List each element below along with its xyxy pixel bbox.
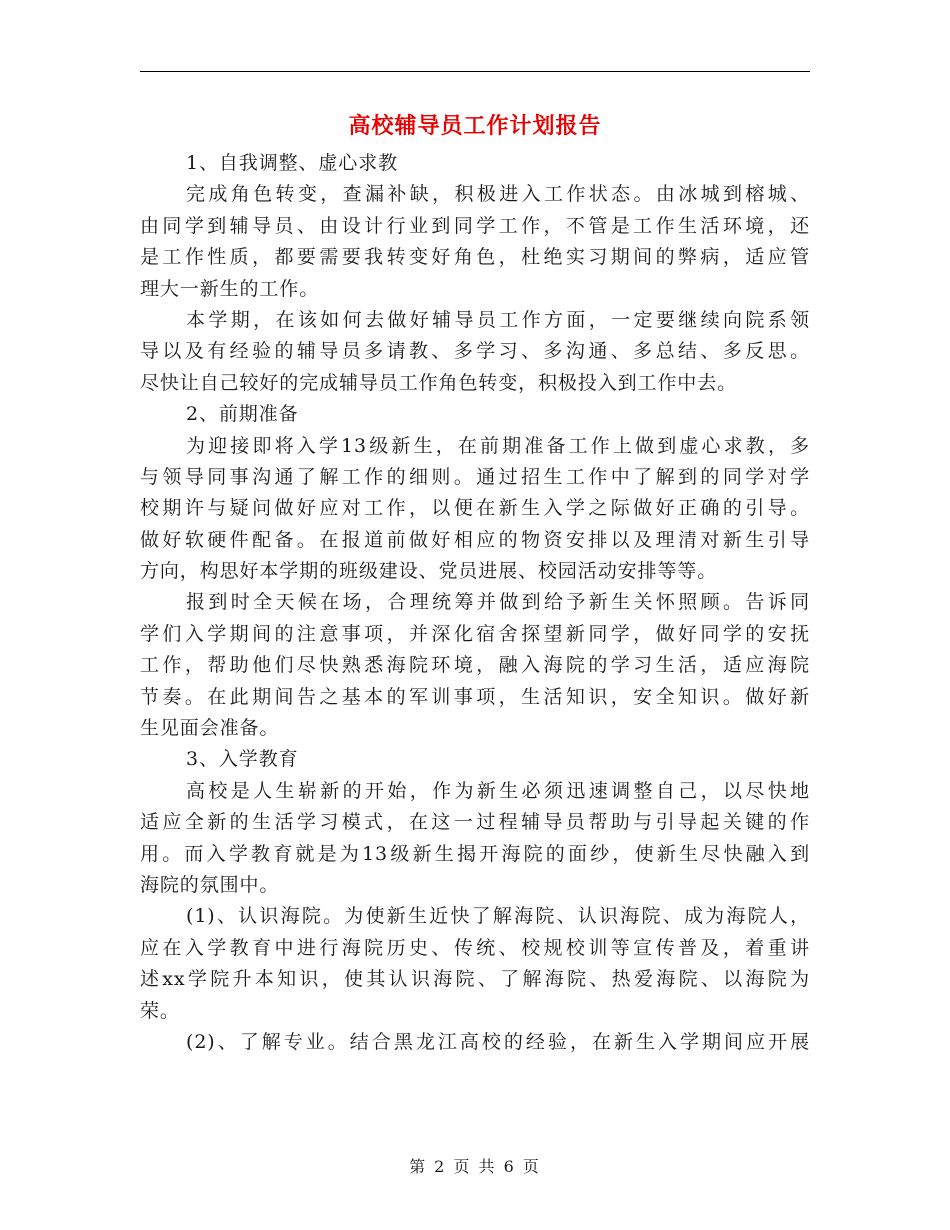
text-line: 适应全新的生活学习模式，在这一过程辅导员帮助与引导起关键的作 — [140, 811, 810, 834]
text-line: (2)、了解专业。结合黑龙江高校的经验，在新生入学期间应开展 — [186, 1030, 810, 1053]
text-line: 完成角色转变，查漏补缺，积极进入工作状态。由冰城到榕城、 — [186, 183, 810, 206]
text-line: 节奏。在此期间告之基本的军训事项，生活知识，安全知识。做好新 — [140, 685, 810, 708]
text-line: 导以及有经验的辅导员多请教、多学习、多沟通、多总结、多反思。 — [140, 340, 810, 363]
text-line: 本学期，在该如何去做好辅导员工作方面，一定要继续向院系领 — [186, 308, 810, 331]
text-line: 校期许与疑问做好应对工作，以便在新生入学之际做好正确的引导。 — [140, 497, 810, 520]
text-line: (1)、认识海院。为使新生近快了解海院、认识海院、成为海院人， — [186, 905, 810, 928]
text-line: 1、自我调整、虚心求教 — [186, 152, 398, 174]
page-footer: 第 2 页 共 6 页 — [409, 1157, 541, 1176]
text-line: 尽快让自己较好的完成辅导员工作角色转变，积极投入到工作中去。 — [140, 371, 738, 394]
text-line: 方向，构思好本学期的班级建设、党员进展、校园活动安排等等。 — [140, 560, 718, 583]
text-line: 海院的氛围中。 — [140, 873, 280, 896]
text-line: 做好软硬件配备。在报道前做好相应的物资安排以及理清对新生引导 — [140, 528, 810, 551]
header-rule — [140, 71, 810, 72]
text-line: 学们入学期间的注意事项，并深化宿舍探望新同学，做好同学的安抚 — [140, 622, 810, 645]
text-line: 为迎接即将入学13级新生，在前期准备工作上做到虚心求教，多 — [186, 434, 810, 457]
text-line: 由同学到辅导员、由设计行业到同学工作，不管是工作生活环境，还 — [140, 214, 810, 237]
text-line: 高校是人生崭新的开始，作为新生必须迅速调整自己，以尽快地 — [186, 779, 810, 802]
text-line: 应在入学教育中进行海院历史、传统、校规校训等宣传普及，着重讲 — [140, 936, 810, 959]
text-line: 述xx学院升本知识，使其认识海院、了解海院、热爱海院、以海院为 — [140, 968, 810, 991]
text-line: 理大一新生的工作。 — [140, 277, 320, 300]
page-title: 高校辅导员工作计划报告 — [348, 113, 602, 139]
text-line: 2、前期准备 — [186, 403, 299, 426]
text-line: 3、入学教育 — [186, 748, 299, 771]
text-line: 荣。 — [140, 999, 180, 1022]
document-body — [140, 148, 810, 1058]
text-line: 与领导同事沟通了解工作的细则。通过招生工作中了解到的同学对学 — [140, 465, 810, 488]
text-line: 用。而入学教育就是为13级新生揭开海院的面纱，使新生尽快融入到 — [140, 842, 810, 865]
text-line: 是工作性质，都要需要我转变好角色，杜绝实习期间的弊病，适应管 — [140, 246, 810, 269]
text-line: 工作，帮助他们尽快熟悉海院环境，融入海院的学习生活，适应海院 — [140, 654, 810, 677]
text-line: 报到时全天候在场，合理统筹并做到给予新生关怀照顾。告诉同 — [186, 591, 810, 614]
text-line: 生见面会准备。 — [140, 717, 280, 740]
